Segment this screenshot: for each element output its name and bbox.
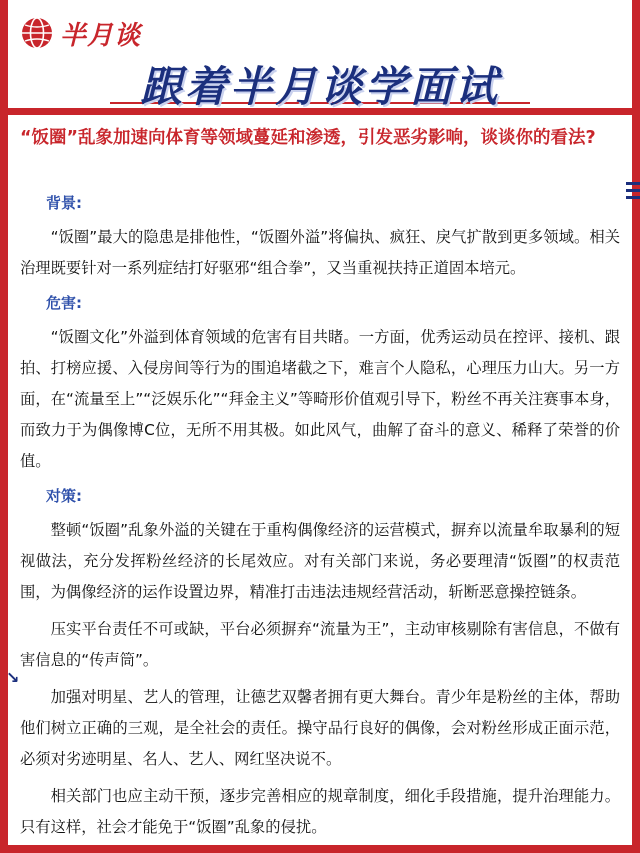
section-title-background: 背景:	[46, 194, 82, 212]
paragraph: “饭圈文化”外溢到体育领域的危害有目共睹。一方面，优秀运动员在控评、接机、跟拍、打榜应援、入侵房间等行为的围追堵截之下，难言个人隐私，心理压力山大。另一方面，在“流量至上”“泛娱乐化”“拜金主义”等畸形价值观引导下，粉丝不再关注赛事本身，而致力于为偶像博C位，无所不用其极。如此风气，曲解了奋斗的意义、稀释了荣誉的价值。	[20, 328, 620, 470]
globe-icon	[20, 16, 54, 50]
paragraph: “饭圈”最大的隐患是排他性，“饭圈外溢”将偏执、疯狂、戾气扩散到更多领域。相关治理既要针对一系列症结打好驱邪“组合拳”，又当重视扶持正道固本培元。	[20, 228, 620, 277]
section-title-countermeasures: 对策:	[46, 487, 82, 505]
paragraph: 相关部门也应主动干预，逐步完善相应的规章制度，细化手段措施，提升治理能力。只有这样，社会才能免于“饭圈”乱象的侵扰。	[20, 787, 620, 836]
logo	[20, 16, 141, 50]
banner-title: 跟着半月谈学面试	[139, 62, 500, 111]
logo-text: 半月谈	[60, 20, 142, 51]
arrow-icon: ↘	[6, 668, 20, 687]
section-title-harm: 危害:	[46, 294, 82, 312]
article-body	[20, 190, 620, 849]
menu-icon	[626, 182, 640, 202]
paragraph: 加强对明星、艺人的管理，让德艺双馨者拥有更大舞台。青少年是粉丝的主体，帮助他们树立正确的三观，是全社会的责任。操守品行良好的偶像，会对粉丝形成正面示范，必须对劣迹明星、名人、艺人、网红坚决说不。	[20, 688, 620, 768]
paragraph: 压实平台责任不可或缺，平台必须摒弃“流量为王”，主动审核剔除有害信息，不做有害信息的“传声筒”。	[20, 620, 620, 669]
paragraph: 整顿“饭圈”乱象外溢的关键在于重构偶像经济的运营模式，摒弃以流量牟取暴利的短视做法，充分发挥粉丝经济的长尾效应。对有关部门来说，务必要理清“饭圈”的权责范围，为偶像经济的运作设置边界，精准打击违法违规经营活动，斩断恶意操控链条。	[20, 521, 620, 601]
question: “饭圈”乱象加速向体育等领域蔓延和渗透，引发恶劣影响，谈谈你的看法?	[20, 128, 596, 148]
banner	[0, 52, 640, 118]
